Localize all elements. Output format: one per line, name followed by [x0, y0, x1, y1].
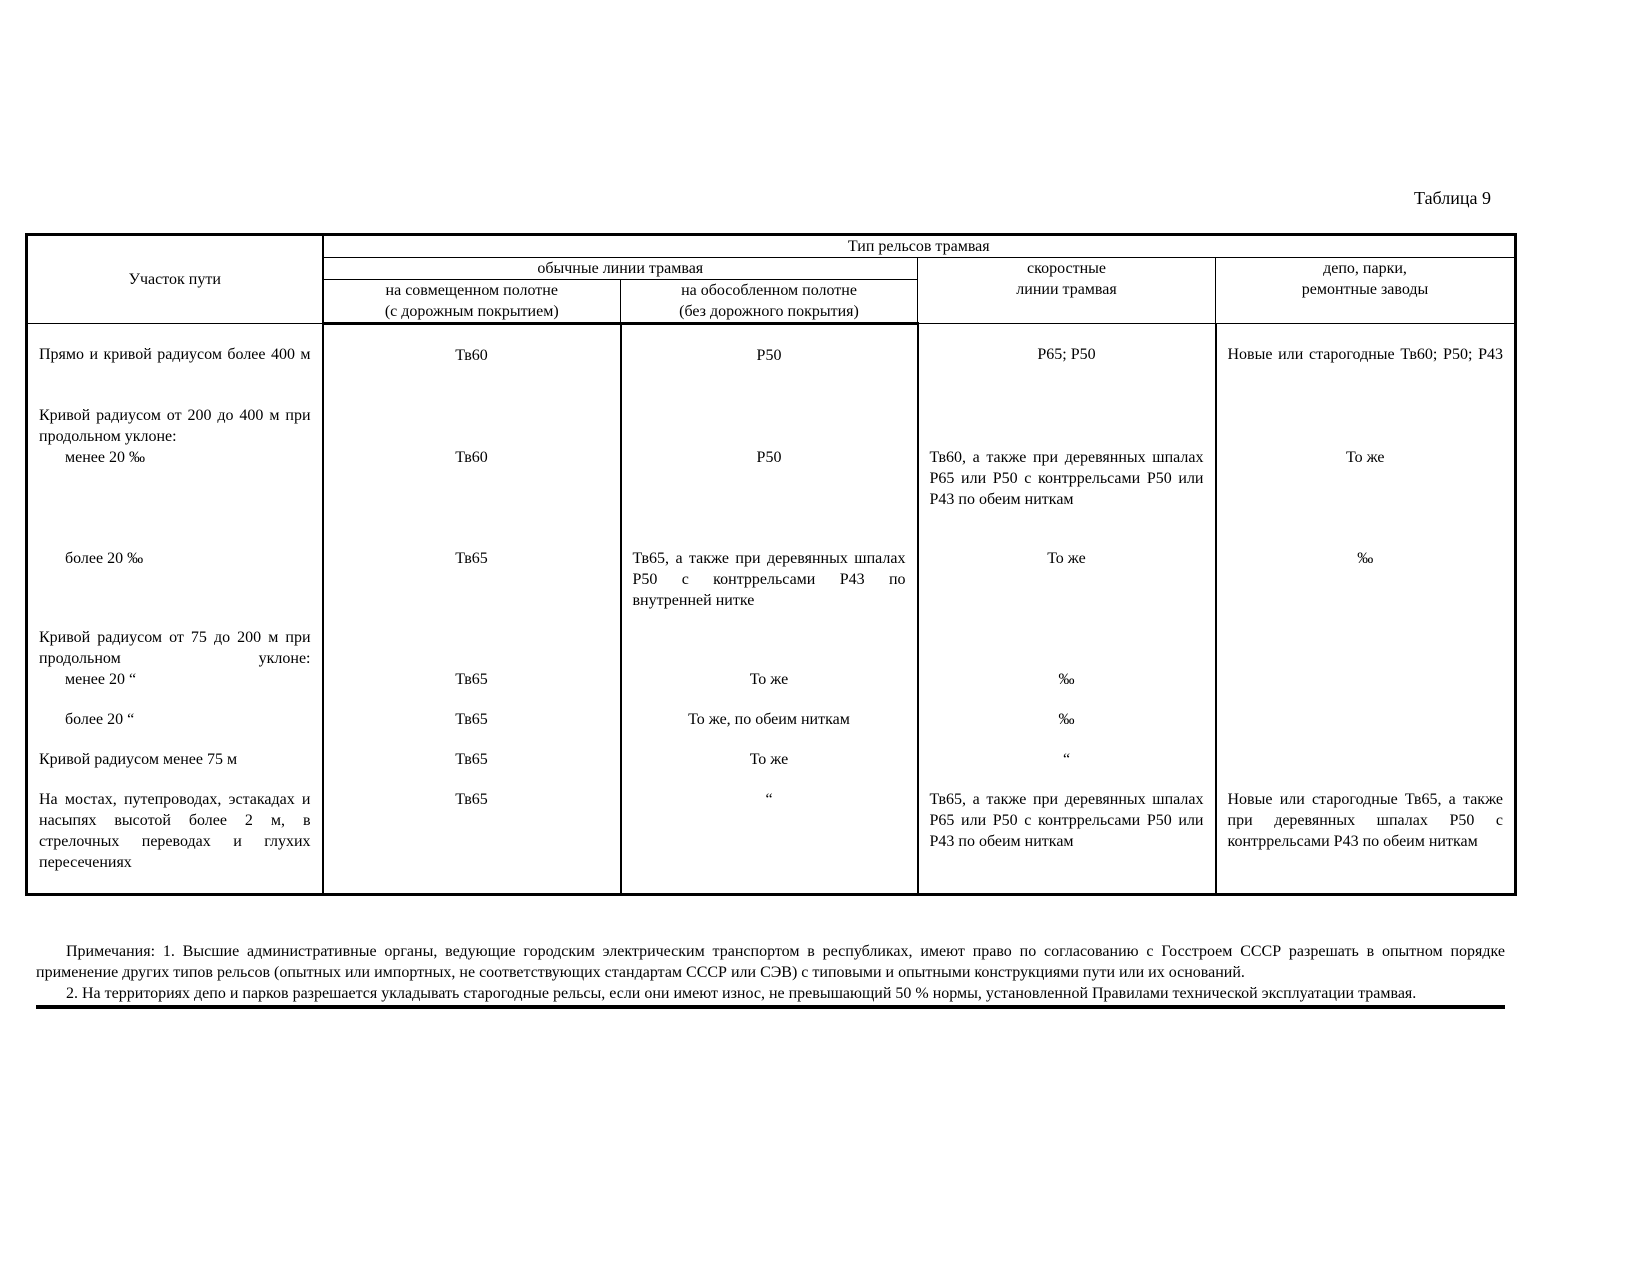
cell-separate: То же [621, 749, 918, 789]
cell-section: Кривой радиусом от 200 до 400 м при продольном уклоне: [27, 405, 323, 447]
cell-depot [1216, 749, 1516, 789]
cell-section: Прямо и кривой радиусом более 400 м [27, 324, 323, 406]
cell-section: На мостах, путепроводах, эстакадах и насыпях высотой более 2 м, в стрелочных переводах и глухих пересечениях [27, 789, 323, 895]
cell-speed: То же [918, 548, 1216, 627]
table-row [27, 548, 1516, 627]
header-combined-track: на совмещенном полотне (с дорожным покрытием) [323, 280, 621, 324]
cell-separate: То же, по обеим ниткам [621, 709, 918, 749]
cell-combined: Тв65 [323, 548, 621, 627]
cell-combined: Тв65 [323, 669, 621, 709]
cell-separate: Р50 [621, 447, 918, 548]
cell-section: более 20 ‰ [27, 548, 323, 627]
header-speed-lines: скоростные линии трамвая [918, 258, 1216, 324]
table-row [27, 405, 1516, 447]
rail-type-table [25, 233, 1514, 896]
note-1: Примечания: 1. Высшие административные органы, ведующие городским электрическим транспортом в республиках, имеют право по согласованию с Госстроем СССР разрешать в опытном порядке применение других типов рельсов (опытных или импортных, не соответствующих стандартам СССР или СЭВ) с типовыми и опытными конструкциями пути или их оснований. [36, 943, 1505, 981]
cell-speed: ‰ [918, 709, 1216, 749]
table-row [27, 324, 1516, 406]
cell-depot: То же [1216, 447, 1516, 548]
cell-depot [1216, 669, 1516, 709]
header-separate-track: на обособленном полотне (без дорожного покрытия) [621, 280, 918, 324]
cell-combined: Тв65 [323, 749, 621, 789]
table-row [27, 709, 1516, 749]
cell-section: Кривой радиусом от 75 до 200 м при продольном уклоне: [27, 627, 323, 669]
cell-combined: Тв60 [323, 447, 621, 548]
cell-section: менее 20 “ [27, 669, 323, 709]
cell-separate: “ [621, 789, 918, 895]
cell-section: менее 20 ‰ [27, 447, 323, 548]
cell-separate: Тв65, а также при деревянных шпалах Р50 с контррельсами Р43 по внутренней нитке [621, 548, 918, 627]
table-row [27, 749, 1516, 789]
header-depot: депо, парки, ремонтные заводы [1216, 258, 1516, 324]
cell-speed: “ [918, 749, 1216, 789]
table-row [27, 447, 1516, 548]
cell-depot: Новые или старогодные Тв65, а также при деревянных шпалах Р50 с контррельсами Р43 по обеим ниткам [1216, 789, 1516, 895]
note-2: 2. На территориях депо и парков разрешается укладывать старогодные рельсы, если они имеют износ, не превышающий 50 % нормы, установленной Правилами технической эксплуатации трамвая. [66, 985, 1417, 1002]
header-rail-type: Тип рельсов трамвая [323, 235, 1516, 258]
header-ordinary-lines: обычные линии трамвая [323, 258, 918, 280]
cell-combined: Тв60 [323, 324, 621, 406]
cell-speed: ‰ [918, 669, 1216, 709]
table-row [27, 627, 1516, 669]
cell-combined: Тв65 [323, 709, 621, 749]
cell-depot: Новые или старогодные Тв60; Р50; Р43 [1216, 324, 1516, 406]
cell-depot [1216, 709, 1516, 749]
table-notes [36, 941, 1505, 1009]
cell-separate: То же [621, 669, 918, 709]
header-track-section: Участок пути [27, 235, 323, 324]
cell-section: Кривой радиусом менее 75 м [27, 749, 323, 789]
cell-speed: Тв65, а также при деревянных шпалах Р65 или Р50 с контррельсами Р50 или Р43 по обеим ниткам [918, 789, 1216, 895]
cell-section: более 20 “ [27, 709, 323, 749]
cell-speed: Тв60, а также при деревянных шпалах Р65 или Р50 с контррельсами Р50 или Р43 по обеим ниткам [918, 447, 1216, 548]
cell-combined: Тв65 [323, 789, 621, 895]
cell-depot: ‰ [1216, 548, 1516, 627]
table-row [27, 789, 1516, 895]
cell-speed: Р65; Р50 [918, 324, 1216, 406]
cell-separate: Р50 [621, 324, 918, 406]
table-row [27, 669, 1516, 709]
table-caption: Таблица 9 [1414, 188, 1491, 208]
